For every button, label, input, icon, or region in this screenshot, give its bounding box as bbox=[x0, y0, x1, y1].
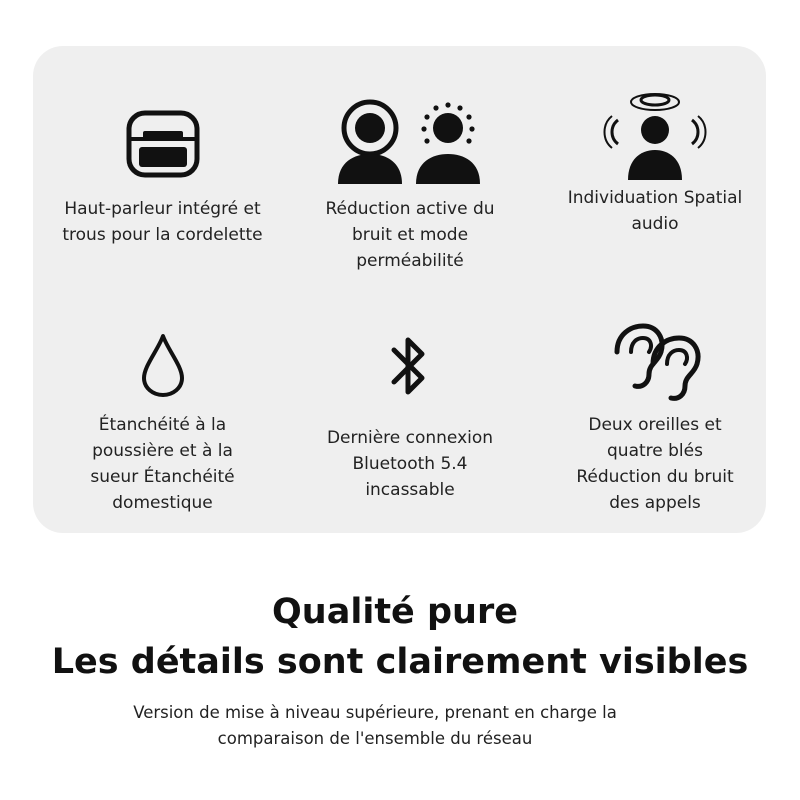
feature-label: Deux oreilles et quatre blés Réduction du bruit des appels bbox=[576, 415, 734, 513]
subtitle: Version de mise à niveau supérieure, prenant en charge la comparaison de l'ensemble du réseau bbox=[133, 703, 617, 748]
feature-call-noise-reduction bbox=[545, 320, 765, 520]
heading-line-1: Qualité pure bbox=[272, 592, 518, 632]
feature-label: Haut-parleur intégré et trous pour la cordelette bbox=[62, 199, 263, 245]
feature-label: Dernière connexion Bluetooth 5.4 incassable bbox=[326, 428, 494, 500]
noise-cancellation-icon bbox=[330, 98, 490, 188]
feature-bluetooth bbox=[290, 328, 530, 508]
ears-icon bbox=[605, 322, 705, 404]
feature-noise-cancellation bbox=[290, 95, 530, 285]
spatial-audio-icon bbox=[600, 90, 710, 185]
feature-label: Étanchéité à la poussière et à la sueur Étanchéité domestique bbox=[90, 415, 235, 513]
feature-waterproof bbox=[45, 330, 280, 520]
feature-spatial-audio bbox=[545, 88, 765, 248]
feature-speaker bbox=[45, 100, 280, 260]
bluetooth-icon bbox=[385, 330, 435, 402]
feature-label: Réduction active du bruit et mode perméabilité bbox=[325, 199, 495, 271]
water-drop-icon bbox=[138, 332, 188, 398]
charging-case-icon bbox=[113, 105, 213, 185]
heading-line-2: Les détails sont clairement visibles bbox=[51, 642, 749, 682]
feature-label: Individuation Spatial audio bbox=[567, 188, 743, 234]
